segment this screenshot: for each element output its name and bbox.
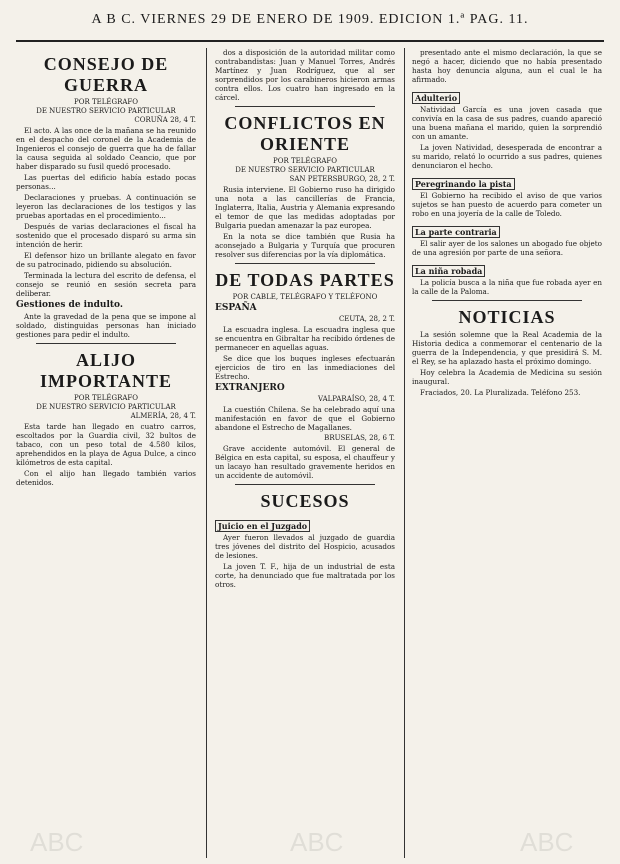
subsection-box: Peregrinando la pista [412, 178, 515, 190]
separator [432, 300, 582, 301]
headline-noticias: NOTICIAS [458, 307, 556, 327]
subsection-box: La parte contraria [412, 226, 500, 238]
separator [36, 343, 176, 344]
headline-todas-partes: DE TODAS PARTES [215, 270, 395, 290]
dateline: ALMERÍA, 28, 4 T. [130, 412, 196, 420]
section-title: ESPAÑA [215, 303, 257, 313]
paragraph: Ayer fueron llevados al juzgado de guardia tres jóvenes del distrito del Hospicio, acusados de lesiones. [215, 533, 395, 560]
paragraph: Después de varias declaraciones el fiscal ha sostenido que el procesado disparó su arma sin intención de herir. [16, 222, 196, 249]
dateline: SAN PETERSBURGO, 28, 2 T. [289, 175, 395, 183]
headline-consejo: CONSEJO DE GUERRA [43, 54, 169, 95]
dateline: BRUSELAS, 28, 6 T. [324, 434, 395, 442]
watermark: ABC [520, 827, 574, 857]
paragraph: Rusia interviene. El Gobierno ruso ha dirigido una nota a las cancillerías de Francia, Inglaterra, Italia, Austria y Alemania expresando el temor de que las medidas adoptadas por Bulgaria puedan amenazar la paz europea. [215, 185, 395, 230]
headline-alijo: ALIJO IMPORTANTE [39, 350, 173, 391]
dateline: VALPARAÍSO, 28, 4 T. [318, 395, 395, 403]
separator [235, 484, 375, 485]
paragraph: La policía busca a la niña que fue robada ayer en la calle de la Paloma. [412, 278, 602, 296]
paragraph: dos a disposición de la autoridad militar como contrabandistas: Juan y Manuel Torres, Andrés Martínez y Juan Rodríguez, que al ser sorprendidos por los carabineros hicieron armas contra ellos. Los cuatro han ingresado en la cárcel. [215, 48, 395, 102]
subheadline: POR CABLE, TELÉGRAFO Y TELÉFONO [232, 293, 378, 301]
column-1 [16, 48, 196, 858]
paragraph: El defensor hizo un brillante alegato en favor de su patrocinado, pidiendo su absolución. [16, 251, 196, 269]
subheadline: POR TELÉGRAFO [273, 157, 337, 165]
paragraph: Hoy celebra la Academia de Medicina su sesión inaugural. [412, 368, 602, 386]
headline-conflictos: CONFLICTOS EN ORIENTE [224, 113, 386, 154]
paragraph: Ante la gravedad de la pena que se impone al soldado, distinguidas personas han iniciado gestiones para pedir el indulto. [16, 312, 196, 339]
subheadline: DE NUESTRO SERVICIO PARTICULAR [235, 166, 375, 174]
paragraph: En la nota se dice también que Rusia ha aconsejado a Bulgaria y Turquía que procuren resolver sus diferencias por la vía diplomática. [215, 232, 395, 259]
column-rule [206, 48, 207, 858]
paragraph: El salir ayer de los salones un abogado fue objeto de una agresión por parte de una señora. [412, 239, 602, 257]
paragraph: Esta tarde han llegado en cuatro carros, escoltados por la Guardia civil, 32 bultos de tabaco, con un peso total de 4.580 kilos, aprehendidos en la playa de Agua Dulce, a cinco kilómetros de esta capital. [16, 422, 196, 467]
headline-sucesos: SUCESOS [260, 491, 350, 511]
paragraph: La sesión solemne que la Real Academia de la Historia dedica a conmemorar el centenario de la guerra de la Independencia, y que presidirá S. M. el Rey, se ha aplazado hasta el próximo domingo. [412, 330, 602, 366]
paragraph: La joven Natividad, desesperada de encontrar a su marido, relató lo ocurrido a sus padres, quienes denunciaron el hecho. [412, 143, 602, 170]
column-rule [404, 48, 405, 858]
column-2 [215, 48, 395, 858]
subheadline: DE NUESTRO SERVICIO PARTICULAR [36, 403, 176, 411]
paragraph: La escuadra inglesa. La escuadra inglesa que se encuentra en Gibraltar ha recibido órdenes de permanecer en aquellas aguas. [215, 325, 395, 352]
subheadline: DE NUESTRO SERVICIO PARTICULAR [36, 107, 176, 115]
watermark: ABC [290, 827, 344, 857]
section-title: EXTRANJERO [215, 383, 285, 393]
paragraph: Declaraciones y pruebas. A continuación se leyeron las declaraciones de los testigos y las pruebas aportadas en el procedimiento... [16, 193, 196, 220]
paragraph: Fraciados, 20. La Pluralizada. Teléfono 253. [420, 388, 581, 397]
subsection-box: Adulterio [412, 92, 460, 104]
section-title: Gestiones de indulto. [16, 300, 124, 310]
dateline: CORUÑA 28, 4 T. [134, 116, 196, 124]
subsection-box: Juicio en el Juzgado [215, 520, 310, 532]
paragraph: La cuestión Chilena. Se ha celebrado aquí una manifestación en favor de que el Gobierno abandone el Estrecho de Magallanes. [215, 405, 395, 432]
paragraph: El acto. A las once de la mañana se ha reunido en el despacho del coronel de la Academia de Ingenieros el consejo de guerra que ha de fallar la causa seguida al soldado Ceancio, que por haber disparado su fusil quedó procesado. [16, 126, 196, 171]
subheadline: POR TELÉGRAFO [74, 394, 138, 402]
separator [235, 263, 375, 264]
paragraph: Las puertas del edificio había estado pocas personas... [16, 173, 196, 191]
dateline: CEUTA, 28, 2 T. [338, 315, 395, 323]
paragraph: Grave accidente automóvil. El general de Bélgica en esta capital, su esposa, el chauffeur y un lacayo han resultado gravemente heridos en un accidente de automóvil. [215, 444, 395, 480]
header-rule [16, 40, 604, 42]
paragraph: Natividad García es una joven casada que convivía en la casa de sus padres, cuando apareció una buena mañana el marido, quien la sorprendió con un amante. [412, 105, 602, 141]
page-header: A B C. VIERNES 29 DE ENERO DE 1909. EDICION 1.ª PAG. 11. [91, 12, 529, 27]
separator [235, 106, 375, 107]
paragraph: Se dice que los buques ingleses efectuarán ejercicios de tiro en las inmediaciones del Estrecho. [215, 354, 395, 381]
paragraph: Con el alijo han llegado también varios detenidos. [16, 469, 196, 487]
subheadline: POR TELÉGRAFO [74, 98, 138, 106]
watermark: ABC [30, 827, 84, 857]
subsection-box: La niña robada [412, 265, 485, 277]
paragraph: El Gobierno ha recibido el aviso de que varios sujetos se han puesto de acuerdo para cometer un robo en una joyería de la calle de Toledo. [412, 191, 602, 218]
paragraph: Terminada la lectura del escrito de defensa, el consejo se reunió en sesión secreta para deliberar. [16, 271, 196, 298]
paragraph: presentado ante el mismo declaración, la que se negó a hacer, diciendo que no había presentado hasta hoy denuncia alguna, aun el cual le ha afirmado. [412, 48, 602, 84]
paragraph: La joven T. F., hija de un industrial de esta corte, ha denunciado que fue maltratada por los otros. [215, 562, 395, 589]
column-3 [412, 48, 602, 858]
